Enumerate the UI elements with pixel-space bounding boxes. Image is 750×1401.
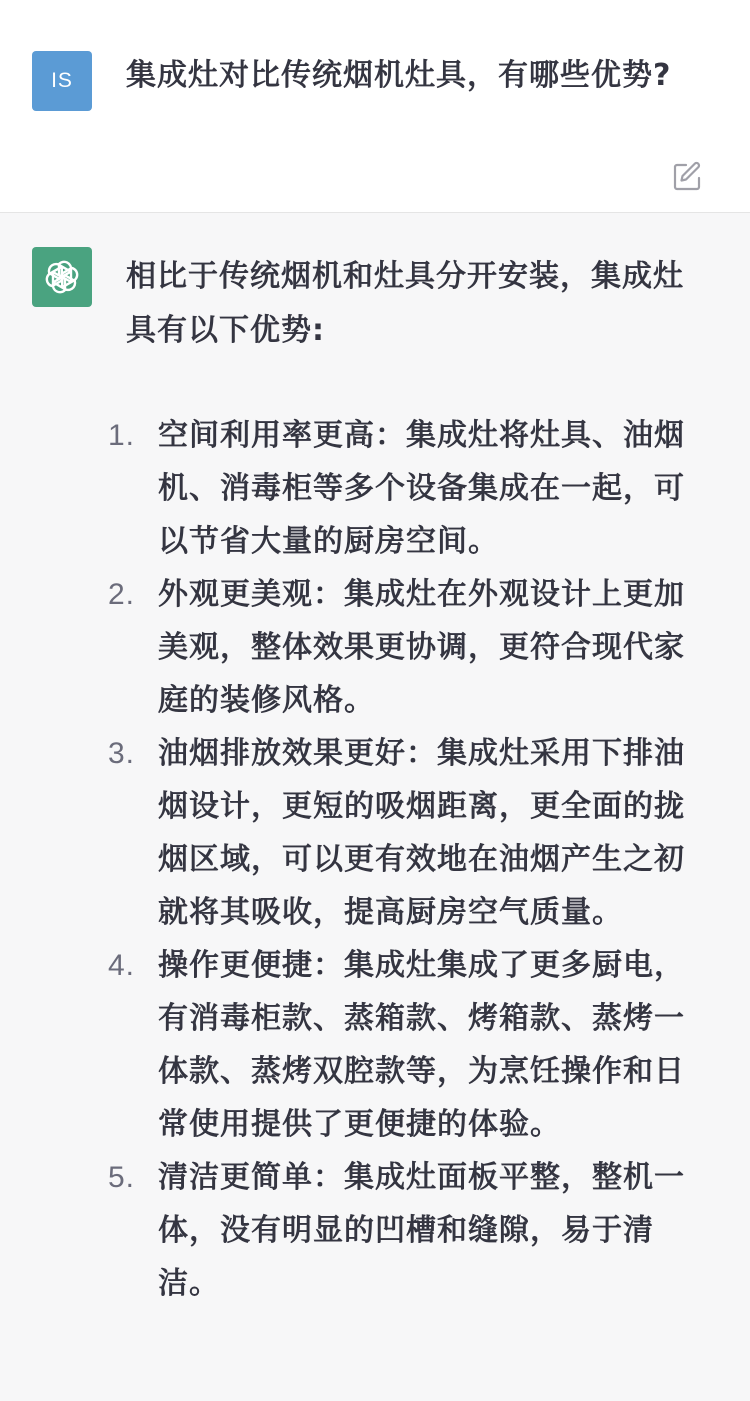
list-item-number: 1. [108, 419, 136, 452]
user-message-text: 集成灶对比传统烟机灶具，有哪些优势? [126, 58, 672, 93]
list-item-text: 外观更美观：集成灶在外观设计上更加美观，整体效果更协调，更符合现代家庭的装修风格。 [158, 577, 685, 718]
advantages-list [0, 409, 750, 1310]
user-avatar-initials: IS [51, 69, 73, 92]
list-item-number: 3. [108, 737, 136, 770]
list-item-number: 2. [108, 578, 136, 611]
list-item [0, 409, 703, 568]
list-item [0, 939, 703, 1151]
list-item-text: 清洁更简单：集成灶面板平整，整机一体，没有明显的凹槽和缝隙，易于清洁。 [158, 1160, 685, 1301]
edit-icon[interactable] [670, 160, 704, 194]
assistant-intro: 相比于传统烟机和灶具分开安装，集成灶具有以下优势: [126, 259, 684, 348]
user-avatar [32, 51, 92, 111]
list-item [0, 1151, 703, 1310]
list-item [0, 727, 703, 939]
list-item [0, 568, 703, 727]
openai-logo-icon [32, 247, 92, 307]
list-item-text: 油烟排放效果更好：集成灶采用下排油烟设计，更短的吸烟距离，更全面的拢烟区域，可以更有效地在油烟产生之初就将其吸收，提高厨房空气质量。 [158, 736, 685, 930]
list-item-number: 4. [108, 949, 136, 982]
user-message [0, 0, 750, 213]
assistant-message [0, 213, 750, 1401]
list-item-text: 空间利用率更高：集成灶将灶具、油烟机、消毒柜等多个设备集成在一起，可以节省大量的厨房空间。 [158, 418, 685, 559]
list-item-number: 5. [108, 1161, 136, 1194]
list-item-text: 操作更便捷：集成灶集成了更多厨电，有消毒柜款、蒸箱款、烤箱款、蒸烤一体款、蒸烤双腔款等，为烹饪操作和日常使用提供了更便捷的体验。 [158, 948, 685, 1142]
